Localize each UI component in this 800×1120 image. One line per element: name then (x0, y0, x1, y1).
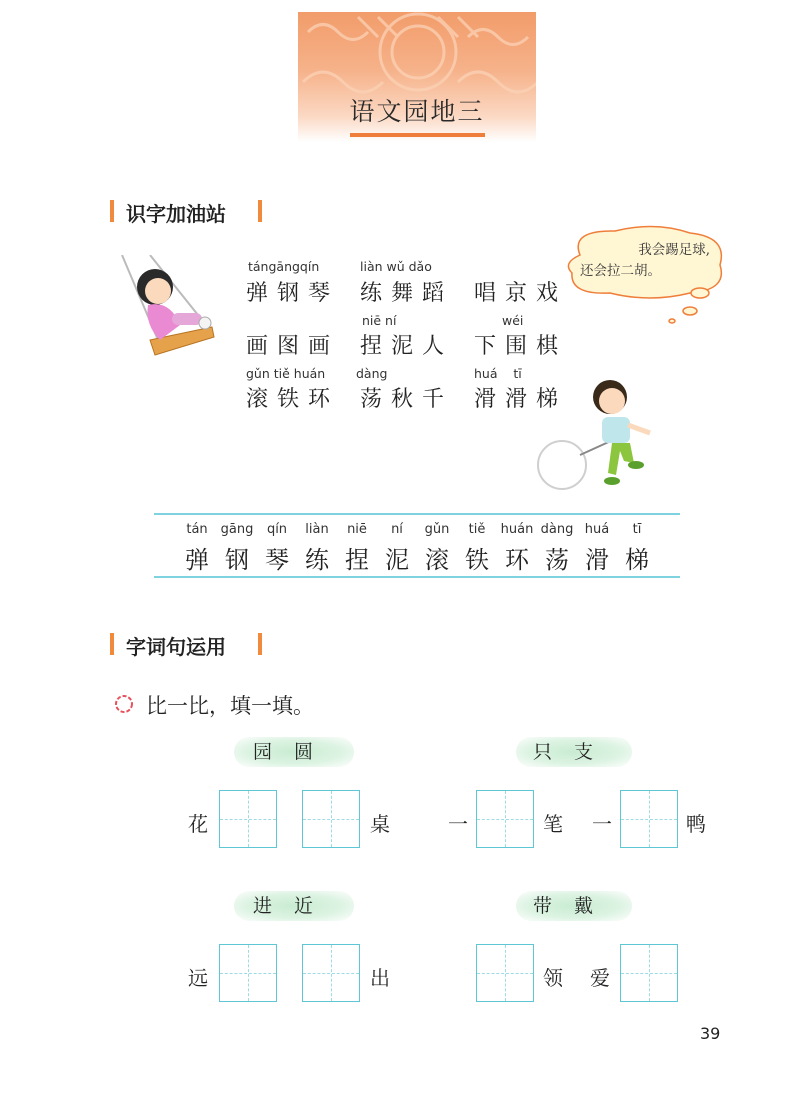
section-heading-literacy: 识字加油站 (126, 202, 226, 226)
review-cell (577, 522, 617, 575)
word-part: 桌 (370, 812, 390, 836)
answer-box[interactable] (219, 790, 277, 848)
review-cell (537, 522, 577, 575)
review-pinyin: tī (632, 522, 642, 537)
answer-box[interactable] (620, 944, 678, 1002)
heading-bar-left (110, 633, 114, 655)
review-cell (417, 522, 457, 575)
review-pinyin: tiě (468, 522, 486, 537)
review-char: 梯 (625, 546, 649, 574)
answer-box[interactable] (476, 944, 534, 1002)
bubble-text (570, 240, 710, 282)
answer-box[interactable] (219, 944, 277, 1002)
word-part: 远 (188, 966, 208, 990)
answer-box[interactable] (476, 790, 534, 848)
word-part: 出 (370, 966, 390, 990)
heading-bar-right (258, 633, 262, 655)
review-pinyin: tán (186, 522, 208, 537)
review-cell (177, 522, 217, 575)
answer-box[interactable] (302, 790, 360, 848)
word-part: 鸭 (686, 812, 706, 836)
review-cell (457, 522, 497, 575)
review-cell (617, 522, 657, 575)
character-review-row (177, 522, 657, 575)
review-pinyin: gǔn (424, 522, 450, 537)
review-char: 练 (305, 546, 329, 574)
review-char: 环 (505, 546, 529, 574)
review-char: 钢 (225, 546, 249, 574)
char-pair-label: 带戴 (516, 891, 632, 921)
word-part: 一 (592, 812, 612, 836)
review-cell (217, 522, 257, 575)
review-char: 荡 (545, 546, 569, 574)
answer-box[interactable] (302, 944, 360, 1002)
word-r3c2: 荡秋千 (360, 387, 454, 412)
word-r2c2: 捏泥人 (360, 334, 454, 359)
review-pinyin: huá (584, 522, 610, 537)
pinyin-r1c2: liàn wǔ dǎo (360, 259, 432, 274)
review-pinyin: ní (391, 522, 403, 537)
word-r1c1: 弹钢琴 (246, 281, 340, 306)
word-r2c1: 画图画 (246, 334, 340, 359)
title-underline (350, 133, 485, 137)
pinyin-r3c1: gǔn tiě huán (246, 366, 326, 381)
review-pinyin: liàn (305, 522, 329, 537)
char-pair-label: 进近 (234, 891, 354, 921)
review-cell (337, 522, 377, 575)
review-char: 滑 (585, 546, 609, 574)
pinyin-r3c2: dàng (356, 366, 388, 381)
review-char: 铁 (465, 546, 489, 574)
pinyin-r2c3: wéi (502, 313, 524, 328)
word-part: 爱 (590, 966, 610, 990)
char-pair-label: 只支 (516, 737, 632, 767)
pinyin-r1c1: tángāngqín (248, 259, 320, 274)
review-pinyin: niē (347, 522, 367, 537)
exercise-circle-icon (113, 693, 135, 715)
review-cell (257, 522, 297, 575)
boy-rolling-hoop-illustration (532, 375, 662, 495)
review-pinyin: huán (500, 522, 534, 537)
heading-bar-right (258, 200, 262, 222)
pinyin-r3c3: huá tī (474, 366, 522, 381)
word-r1c2: 练舞蹈 (360, 281, 454, 306)
word-r1c3: 唱京戏 (474, 281, 568, 306)
word-part: 领 (543, 966, 563, 990)
word-r3c3: 滑滑梯 (474, 387, 568, 412)
review-pinyin: gāng (220, 522, 254, 537)
review-char: 弹 (185, 546, 209, 574)
pinyin-r2c2: niē ní (362, 313, 397, 328)
review-pinyin: qín (266, 522, 288, 537)
heading-bar-left (110, 200, 114, 222)
review-cell (297, 522, 337, 575)
review-char: 琴 (265, 546, 289, 574)
answer-box[interactable] (620, 790, 678, 848)
divider-top (154, 513, 680, 515)
word-r3c1: 滚铁环 (246, 387, 340, 412)
word-r2c3: 下围棋 (474, 334, 568, 359)
exercise-instruction: 比一比，填一填。 (146, 694, 314, 718)
review-char: 滚 (425, 546, 449, 574)
girl-on-swing-illustration (110, 255, 220, 365)
review-cell (497, 522, 537, 575)
section-heading-usage: 字词句运用 (126, 635, 226, 659)
page-number: 39 (700, 1024, 721, 1043)
bubble-line-2: 还会拉二胡。 (580, 263, 661, 279)
page-title: 语文园地三 (349, 97, 485, 126)
bubble-line-1: 我会踢足球, (638, 242, 710, 258)
divider-bottom (154, 576, 680, 578)
review-cell (377, 522, 417, 575)
review-char: 捏 (345, 546, 369, 574)
review-char: 泥 (385, 546, 409, 574)
word-part: 一 (448, 812, 468, 836)
review-pinyin: dàng (540, 522, 574, 537)
word-part: 花 (188, 812, 208, 836)
word-part: 笔 (543, 812, 563, 836)
char-pair-label: 园圆 (234, 737, 354, 767)
